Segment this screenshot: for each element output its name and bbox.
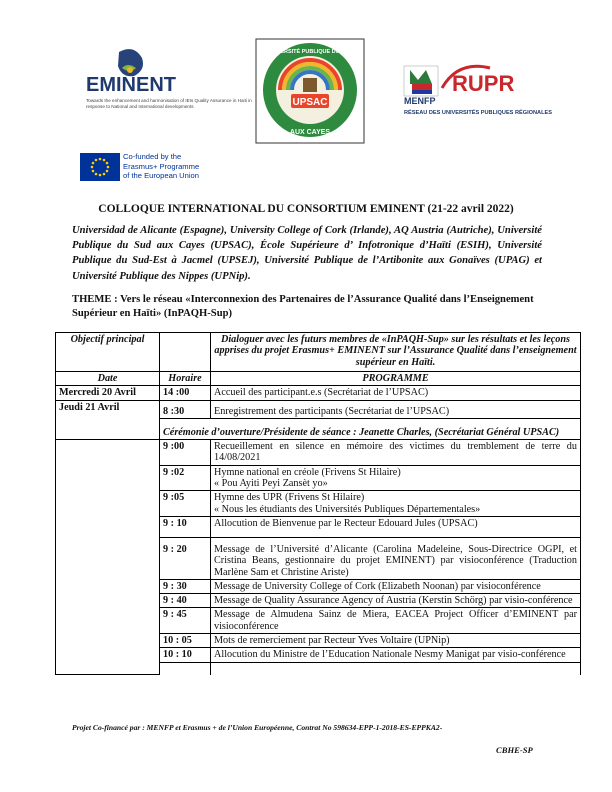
header-row [56,372,581,386]
partners-paragraph: Universidad de Alicante (Espagne), University College of Cork (Irlande), AQ Austria (Autriche), Université Publique du Sud aux Cayes (UPSAC), École Supérieure d’ Infotronique d’Haïti (ESIH), Université Publique du Sud-Est à Jacmel (UPSEJ), Université Publique de l’Artibonite aux Gonaïves (UPAG) et Université Publique des Nippes (UPNip). [72,225,542,282]
page-title: COLLOQUE INTERNATIONAL DU CONSORTIUM EMINENT (21-22 avril 2022) [98,203,514,215]
row-text: Message de University College of Cork (Elizabeth Noonan) par visioconférence [211,579,581,593]
row-text: Allocution de Bienvenue par le Recteur Edouard Jules (UPSAC) [211,516,581,537]
footer-funding: Projet Co-financé par : MENFP et Erasmus + de l’Union Européenne, Contrat No 598634-EPP-1-2018-ES-EPPKA2- [72,723,443,732]
header-date: Date [56,372,160,386]
theme-paragraph: THEME : Vers le réseau «Interconnexion des Partenaires de l’Assurance Qualité dans l’Enseignement Supérieur en Haïti» (InPAQH-Sup) [72,294,534,319]
row-time: 14 :00 [160,386,211,400]
eminent-logo-graphic [84,46,254,126]
eminent-logo-name: EMINENT [86,74,176,96]
rupr-sub: MENFP [404,96,436,106]
rupr-logo [398,58,560,118]
rupr-tagline: RÉSEAU DES UNIVERSITÉS PUBLIQUES RÉGIONALES [404,110,552,116]
row-time: 10 : 05 [160,634,211,648]
upsac-bottom-text: AUX CAYES [289,129,331,136]
footer-contract-suffix: CBHE-SP [496,745,533,755]
row-text: Allocution du Ministre de l’Education Nationale Nesmy Manigat par visio-conférence [211,648,581,662]
row-time: 9 : 45 [160,608,211,634]
rupr-name: RUPR [452,71,515,96]
header-horaire: Horaire [160,372,211,386]
table-row [56,386,581,400]
eu-flag-icon [80,153,120,181]
row-text: Enregistrement des participants (Secrétariat de l’UPSAC) [211,400,581,418]
row-text: Message de Quality Assurance Agency of Austria (Kerstin Schörg) par visio-conférence [211,594,581,608]
row-time: 9 : 40 [160,594,211,608]
row-text: Accueil des participant.e.s (Secrétariat de l’UPSAC) [211,386,581,400]
header-programme: PROGRAMME [211,372,581,386]
eminent-logo [84,46,254,126]
row-time: 9 :00 [160,440,211,466]
upsac-seal [255,38,365,144]
row-subtext: « Pou Ayiti Peyi Zansèt yo» [214,478,328,490]
row-time: 8 :30 [160,400,211,418]
table-row [56,440,581,466]
eminent-logo-tagline: Towards the enhancement and harmonisation of IEIs Quality Assurance in Haiti in response to National and International developments [86,98,252,109]
row-text: Mots de remerciement par Recteur Yves Voltaire (UPNip) [211,634,581,648]
upsac-logo [255,38,365,144]
programme-table [55,332,581,675]
row-time: 9 :05 [160,491,211,517]
eu-line-3: of the European Union [123,171,199,181]
row-date: Jeudi 21 Avril [56,400,160,440]
row-time: 9 : 30 [160,579,211,593]
row-text: Hymne national en créole (Frivens St Hilaire) [214,466,401,478]
row-text-block [211,465,581,491]
row-time: 9 : 10 [160,516,211,537]
table-row [56,400,581,418]
eu-line-2: Erasmus+ Programme [123,161,200,171]
row-text: Recueillement en silence en mémoire des victimes du tremblement de terre du 14/08/2021 [211,440,581,466]
row-text: Message de Almudena Sainz de Miera, EACEA Project Officer d’EMINENT par visioconférence [211,608,581,634]
upsac-ring-text: UNIVERSITÉ PUBLIQUE DU SUD [267,49,353,55]
objective-row [56,333,581,372]
eu-erasmus-logo [80,152,240,182]
empty-time-cell [160,662,211,675]
ceremony-text: Cérémonie d’ouverture/Présidente de séance : Jeanette Charles, (Secrétariat Général UPSAC) [160,418,581,439]
row-text-block [211,491,581,517]
eu-line-1: Co-funded by the [123,152,182,161]
objective-label: Objectif principal [56,333,160,372]
row-text: Message de l’Université d’Alicante (Carolina Madeleine, Sous-Directrice OGPI, et Cristina Beans, gestionnaire du projet EMINENT) par visioconférence (Traduction Marlène Sam et Christine Ariste) [211,537,581,579]
rupr-logo-graphic [398,58,560,118]
objective-text: Dialoguer avec les futurs membres de «InPAQH-Sup» sur les résultats et les leçons apprises du projet Erasmus+ EMINENT sur l’Assurance Qualité dans l’enseignement supérieur en Haïti. [211,333,581,372]
row-time: 10 : 10 [160,648,211,662]
row-time: 9 :02 [160,465,211,491]
date-spacer-cell [56,440,160,675]
row-subtext: « Nous les étudiants des Universités Publiques Départementales» [214,503,481,515]
upsac-name: UPSAC [292,97,328,108]
row-time: 9 : 20 [160,537,211,579]
empty-text-cell [211,662,581,675]
eu-funding-text [123,152,199,181]
objective-spacer-cell [160,333,211,372]
row-text: Hymne des UPR (Frivens St Hilaire) [214,492,365,504]
row-date: Mercredi 20 Avril [56,386,160,400]
